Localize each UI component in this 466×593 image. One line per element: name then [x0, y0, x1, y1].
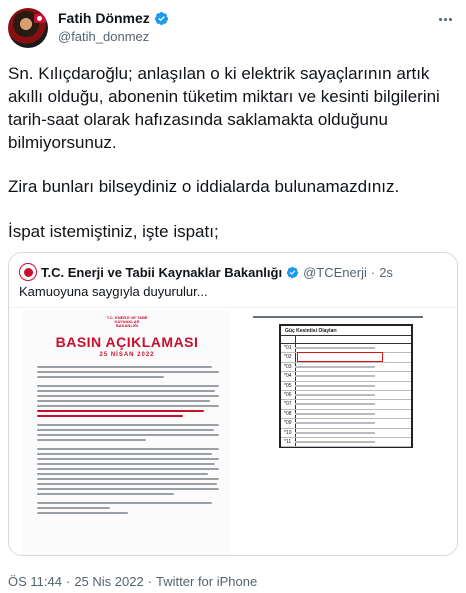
quoted-author-name[interactable]: T.C. Enerji ve Tabii Kaynaklar Bakanlığı: [41, 264, 283, 280]
flag-icon: [34, 14, 46, 23]
table-row: *08: [281, 410, 411, 419]
table-row-highlighted: *02: [281, 353, 411, 362]
quoted-tweet-header: [19, 263, 393, 281]
tweet-time[interactable]: ÖS 11:44: [8, 574, 62, 589]
more-options-button[interactable]: [434, 10, 456, 28]
author-display-name[interactable]: Fatih Dönmez: [58, 10, 150, 26]
author-avatar[interactable]: [8, 8, 48, 48]
tweet-header: [8, 8, 458, 48]
more-dot-icon: [449, 18, 452, 21]
outage-events-table: [279, 324, 413, 448]
tweet-paragraph: Zira bunları bilseydiniz o iddialarda bulunamazdınız.: [8, 177, 400, 196]
table-row: *03: [281, 363, 411, 372]
table-row: *11: [281, 438, 411, 447]
table-row: *10: [281, 429, 411, 438]
more-dot-icon: [439, 18, 442, 21]
press-release-body: [37, 366, 219, 517]
quoted-media[interactable]: [9, 307, 458, 556]
tweet-meta: [8, 574, 257, 589]
table-row: *04: [281, 372, 411, 381]
table-header: Güç Kesintisi Olayları: [281, 326, 411, 336]
quoted-author-handle[interactable]: @TCEnerji: [303, 264, 367, 280]
tweet-date[interactable]: 25 Nis 2022: [74, 574, 144, 589]
press-release-title: BASIN AÇIKLAMASI: [55, 334, 199, 350]
verified-badge-icon: [154, 11, 169, 26]
highlight-box: [297, 352, 383, 362]
quoted-tweet[interactable]: [8, 252, 458, 556]
author-handle[interactable]: @fatih_donmez: [58, 29, 150, 44]
more-dot-icon: [444, 18, 447, 21]
quoted-author-avatar[interactable]: [19, 263, 37, 281]
press-release-image: [23, 310, 231, 556]
verified-badge-icon: [286, 266, 299, 279]
table-subheader: [281, 336, 411, 344]
quoted-time[interactable]: 2s: [379, 264, 393, 280]
separator: ·: [147, 574, 153, 589]
table-row: *09: [281, 419, 411, 428]
table-rows: [281, 344, 411, 447]
table-row: *01: [281, 344, 411, 353]
separator: ·: [370, 264, 376, 280]
separator: ·: [65, 574, 71, 589]
author-name-line: [58, 10, 169, 26]
press-release-date: 25 NİSAN 2022: [99, 352, 155, 358]
document-header: [253, 314, 449, 320]
ministry-logo: T.C. ENERJİ VE TABİİ KAYNAKLAR BAKANLIĞI: [106, 315, 148, 328]
tweet-paragraph: Sn. Kılıçdaroğlu; anlaşılan o ki elektrik sayaçlarının artık akıllı olduğu, abonenin tüketim miktarı ve kesinti bilgilerini tarih-saat olarak hafızasında saklamakta olduğunu bilmiyorsunuz.: [8, 64, 440, 152]
meter-log-image: [251, 314, 451, 454]
tweet-paragraph: İspat istemiştiniz, işte ispatı;: [8, 222, 219, 241]
tweet-client[interactable]: Twitter for iPhone: [156, 574, 258, 589]
table-row: *06: [281, 391, 411, 400]
table-row: *05: [281, 382, 411, 391]
table-row: *07: [281, 400, 411, 409]
quoted-tweet-text: Kamuoyuna saygıyla duyurulur...: [19, 284, 208, 299]
